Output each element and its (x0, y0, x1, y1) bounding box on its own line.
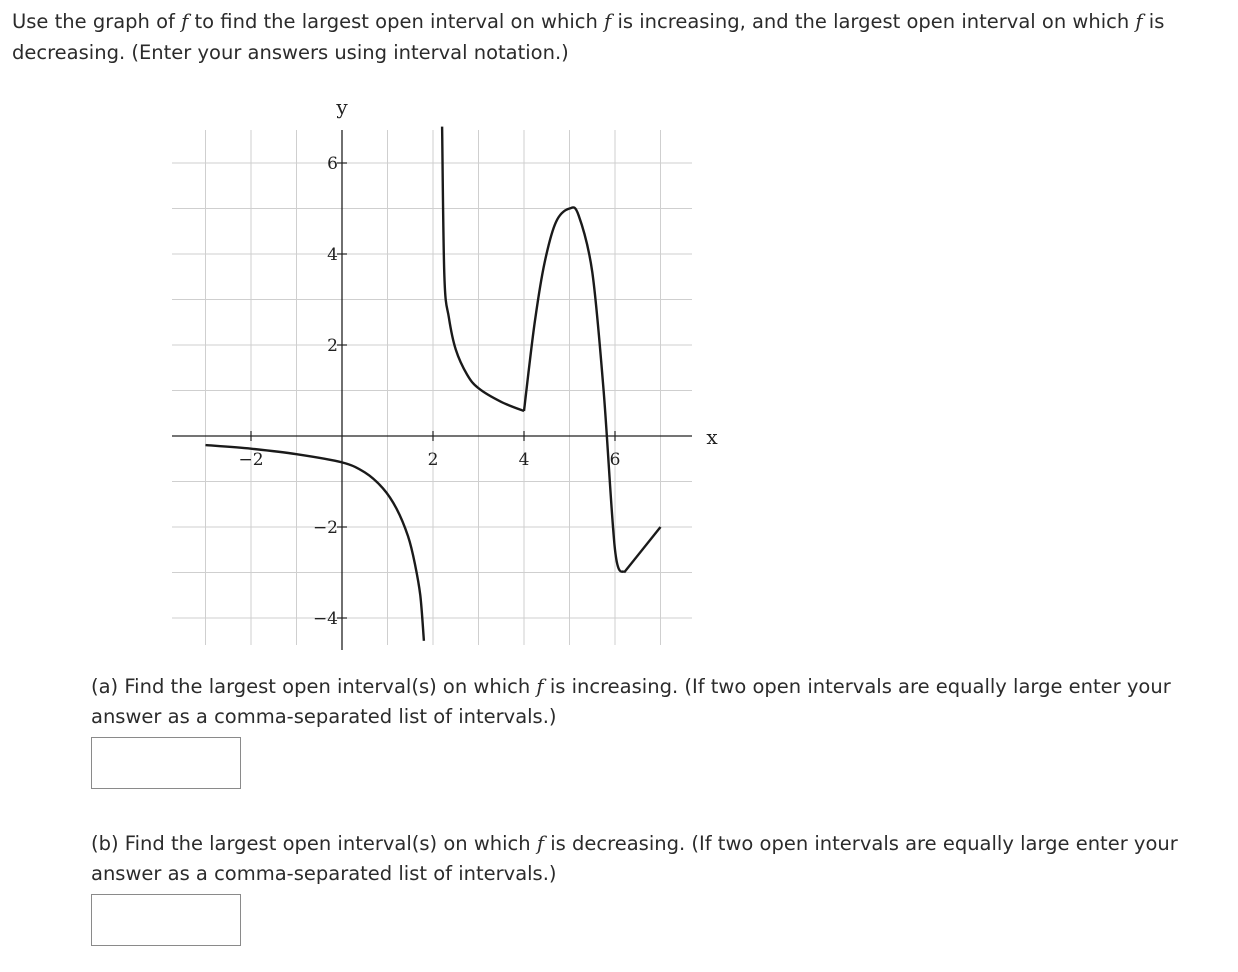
curve-middle-branch (442, 127, 524, 411)
question-b-part1: (b) Find the largest open interval(s) on which (91, 832, 537, 855)
question-b-part2: is decreasing. (If two open intervals are equally large enter your answer as a comma-separated list of intervals.) (91, 832, 1178, 885)
instructions-part1: Use the graph of (12, 10, 182, 33)
question-a-part1: (a) Find the largest open interval(s) on which (91, 675, 537, 698)
y-tick-label: −4 (312, 609, 338, 629)
axes (172, 95, 718, 650)
instructions-part2: to find the largest open interval on which (188, 10, 605, 33)
function-symbol: f (1135, 10, 1143, 33)
x-tick-label: −2 (238, 450, 264, 470)
instructions-part3: is increasing, and the largest open interval on which (611, 10, 1136, 33)
instructions-part4: is decreasing. (Enter your answers using interval notation.) (12, 10, 1165, 64)
tick-marks (238, 154, 620, 629)
question-a-part2: is increasing. (If two open intervals are equally large enter your answer as a comma-separated list of intervals.) (91, 675, 1171, 728)
function-symbol: f (536, 832, 545, 855)
x-axis-label: x (706, 425, 718, 449)
y-axis-label: y (336, 95, 348, 119)
y-tick-label: −2 (312, 518, 338, 538)
answer-b-input[interactable] (91, 894, 241, 946)
question-a-text (91, 672, 1226, 732)
y-tick-label: 4 (327, 245, 338, 265)
answer-a-input[interactable] (91, 737, 241, 789)
function-symbol: f (604, 10, 612, 33)
curve-right-segment (624, 527, 660, 573)
x-tick-label: 6 (609, 450, 621, 470)
curve-peak-segment (524, 207, 624, 572)
function-symbol: f (536, 675, 544, 698)
question-b-text (91, 829, 1226, 889)
x-tick-label: 4 (518, 450, 530, 470)
function-symbol: f (181, 10, 189, 33)
y-tick-label: 6 (327, 154, 338, 174)
y-tick-label: 2 (327, 336, 338, 356)
grid (172, 130, 692, 645)
x-tick-label: 2 (427, 450, 439, 470)
